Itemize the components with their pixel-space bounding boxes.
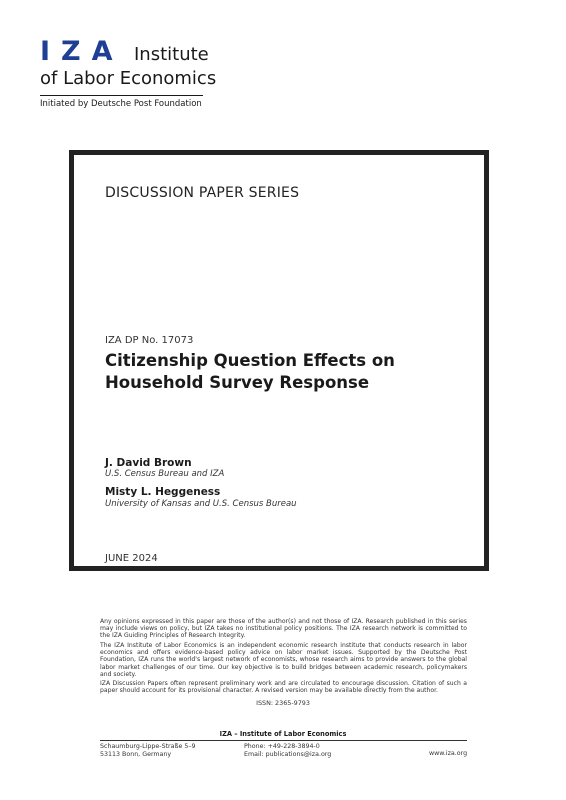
- logo-institute-text: Institute: [134, 44, 209, 65]
- author-name: J. David Brown: [105, 457, 192, 469]
- footer-contact: [244, 743, 331, 758]
- logo-labor-text: of Labor Economics: [40, 68, 217, 89]
- disclaimer-paragraph: IZA Discussion Papers often represent preliminary work and are circulated to encourage discussion. Citation of such a paper should account for its provisional character. A revised version may be available directly from the author.: [100, 680, 467, 695]
- disclaimer-paragraph: The IZA Institute of Labor Economics is an independent economic research institute that conducts research in labor economics and offers evidence-based policy advice on labor market issues. Supported by the Deutsche Post Foundation, IZA runs the world's largest network of economists, whose research aims to provide answers to the global labor market challenges of our time. Our key objective is to build bridges between academic research, policymakers and society.: [100, 641, 467, 678]
- logo-divider: [40, 95, 203, 96]
- disclaimer: [100, 618, 467, 697]
- logo-iza-mark: IZA: [40, 36, 124, 67]
- footer-phone: Phone: +49-228-3894-0: [244, 743, 320, 750]
- footer-address-line: 53113 Bonn, Germany: [100, 750, 172, 758]
- cover-frame: [69, 150, 489, 571]
- series-title: DISCUSSION PAPER SERIES: [105, 185, 300, 201]
- author-affiliation: U.S. Census Bureau and IZA: [105, 469, 225, 479]
- footer-address: [100, 743, 195, 758]
- disclaimer-paragraph: Any opinions expressed in this paper are those of the author(s) and not those of IZA. Research published in this series may include views on policy, but IZA takes no institutional policy positions. The IZA research network is committed to the IZA Guiding Principles of Research Integrity.: [100, 618, 467, 640]
- footer-website[interactable]: www.iza.org: [429, 750, 468, 757]
- publication-date: JUNE 2024: [105, 553, 158, 564]
- footer-title: IZA – Institute of Labor Economics: [219, 730, 347, 738]
- author-affiliation: University of Kansas and U.S. Census Bureau: [105, 499, 297, 509]
- footer-address-line: Schaumburg-Lippe-Straße 5–9: [100, 743, 196, 750]
- logo-tagline: Initiated by Deutsche Post Foundation: [40, 99, 202, 109]
- author-name: Misty L. Heggeness: [105, 486, 221, 498]
- footer-divider: [100, 740, 467, 741]
- footer-email[interactable]: Email: publications@iza.org: [244, 750, 332, 758]
- dp-number: IZA DP No. 17073: [105, 335, 194, 346]
- paper-title: Citizenship Question Effects on Household Survey Response: [105, 351, 395, 392]
- issn: ISSN: 2365-9793: [256, 699, 310, 707]
